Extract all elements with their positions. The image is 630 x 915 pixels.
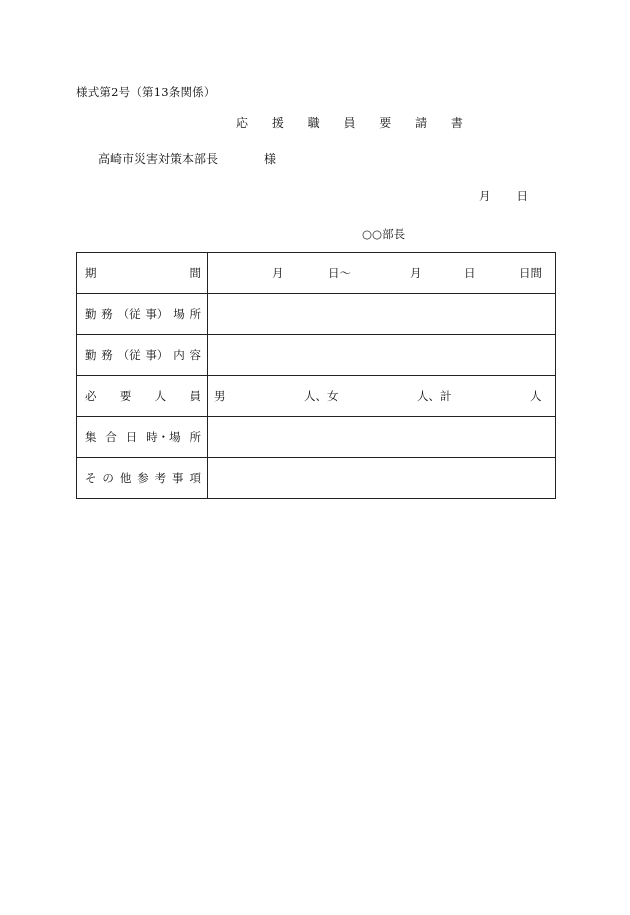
period-label-char: 間: [189, 266, 201, 280]
other-notes-label-char: 参: [137, 471, 149, 485]
date-day: 日: [516, 189, 528, 203]
table-row-assembly: [77, 417, 556, 458]
period-days: 日間: [519, 266, 542, 280]
other-notes-label-char: 他: [119, 471, 132, 485]
work-location-label-char: 務: [101, 307, 113, 321]
other-notes-label-char: 考: [154, 471, 167, 485]
work-location-value-cell[interactable]: [208, 294, 556, 335]
work-location-label-char: 所: [189, 307, 201, 321]
work-content-value-cell[interactable]: [208, 335, 556, 376]
sender-title: ○○部長: [362, 227, 406, 241]
period-label-char: 期: [85, 266, 97, 280]
work-content-label-char: 事）: [145, 348, 169, 362]
addressee-name: 高崎市災害対策本部長: [98, 152, 219, 166]
work-content-label-char: （従: [117, 348, 141, 362]
assembly-value-cell[interactable]: [208, 417, 556, 458]
period-end-day: 日: [464, 266, 476, 280]
work-content-label-char: 勤: [85, 348, 97, 362]
assembly-label-cell: [77, 417, 208, 458]
work-location-label-char: 事）: [145, 307, 169, 321]
required-personnel-label-char: 必: [85, 389, 97, 403]
other-notes-label-cell: [77, 458, 208, 499]
personnel-unit: 人: [530, 389, 542, 403]
period-value-cell[interactable]: [208, 253, 556, 294]
other-notes-label-char: の: [102, 471, 114, 485]
required-personnel-label-char: 員: [189, 389, 201, 403]
table-row-period: [77, 253, 556, 294]
required-personnel-value-cell[interactable]: [208, 376, 556, 417]
date-month: 月: [479, 189, 491, 203]
required-personnel-label-char: 人: [154, 389, 167, 403]
date-line: [479, 188, 528, 204]
addressee-honorific: 様: [264, 152, 277, 166]
period-end-month: 月: [410, 266, 422, 280]
other-notes-label-char: 項: [189, 471, 201, 485]
work-location-label-cell: [77, 294, 208, 335]
period-start-day: 日～: [328, 266, 351, 280]
assembly-label-char: 所: [189, 430, 201, 444]
assembly-label-char: 日: [125, 430, 138, 444]
work-content-label-char: 内: [173, 348, 185, 362]
document-title: 応 援 職 員 要 請 書: [236, 116, 473, 130]
required-personnel-label-char: 要: [119, 389, 132, 403]
form-number: 様式第2号（第13条関係）: [76, 85, 216, 99]
assembly-label-char: 時・場: [146, 430, 181, 444]
other-notes-label-char: そ: [85, 471, 97, 485]
other-notes-value-cell[interactable]: [208, 458, 556, 499]
work-location-label-char: 場: [173, 307, 185, 321]
table-row-work-location: [77, 294, 556, 335]
addressee: [98, 150, 276, 167]
work-location-label-char: （従: [117, 307, 141, 321]
personnel-total: 人、計: [417, 389, 452, 403]
other-notes-label-char: 事: [172, 471, 184, 485]
request-table: [76, 252, 556, 499]
table-row-other-notes: [77, 458, 556, 499]
period-label-cell: [77, 253, 208, 294]
assembly-label-char: 集: [85, 430, 97, 444]
work-location-label-char: 勤: [85, 307, 97, 321]
assembly-label-char: 合: [105, 430, 117, 444]
personnel-female: 人、女: [304, 389, 339, 403]
work-content-label-cell: [77, 335, 208, 376]
required-personnel-label-cell: [77, 376, 208, 417]
work-content-label-char: 務: [101, 348, 113, 362]
personnel-male: 男: [214, 389, 226, 403]
table-row-required-personnel: [77, 376, 556, 417]
period-start-month: 月: [272, 266, 284, 280]
table-row-work-content: [77, 335, 556, 376]
work-content-label-char: 容: [189, 348, 201, 362]
